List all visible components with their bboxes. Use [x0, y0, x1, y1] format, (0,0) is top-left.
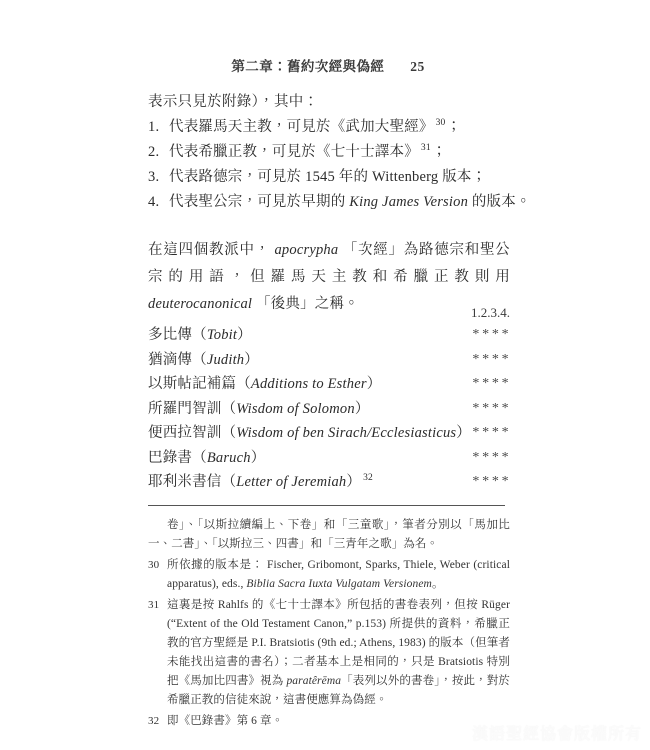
footnote-text-part-2: 。	[431, 578, 444, 590]
book-name	[148, 397, 471, 422]
mark-2: *	[482, 327, 490, 342]
footnote-text	[167, 596, 510, 710]
list-item-italic-title: King James Version	[349, 194, 469, 210]
mark-3: *	[491, 327, 499, 342]
book-name-close: ）	[354, 400, 370, 417]
list-item	[148, 115, 510, 140]
list-item-text: 代表路德宗，可見於 1545 年的	[169, 169, 372, 185]
book-name-latin: Wisdom of Solomon	[236, 400, 355, 417]
mark-4: *	[501, 376, 509, 391]
footnote-text	[167, 712, 510, 731]
mark-2: *	[482, 449, 490, 465]
mark-3: *	[491, 400, 499, 416]
mark-2: *	[482, 351, 490, 367]
footnote-text-part-1: 這裏是按 Rahlfs 的《七十士譯本》所包括的書卷表列，但按 Rüger (“Extent of the Old Testament Canon,” p.153) 所提供的資料，希臘正教的官方聖經是 P.I. Bratsiotis (9th ed.; Athens, 1983) 的版本（但筆者未能找出這書的書名）；二者基本上是相同的，只是 Bratsiotis 特別把《馬加比四書》視為	[167, 599, 510, 687]
book-name-close: ）	[456, 425, 471, 441]
footnote-30	[148, 556, 510, 594]
chapter-title: 第二章：舊約次經與偽經	[231, 59, 385, 74]
table-header-spacer	[148, 303, 471, 323]
table-row	[148, 372, 510, 397]
list-item-tail: 的版本。	[468, 194, 531, 210]
list-item-number: 2.	[148, 144, 160, 160]
table-row	[148, 421, 510, 446]
footnote-marker[interactable]: 30	[435, 118, 446, 129]
paragraph-italic-deuterocanonical: deuterocanonical	[148, 296, 253, 312]
list-item	[148, 140, 510, 165]
footnote-number: 30	[148, 559, 160, 571]
book-name-chinese: 所羅門智訓（	[148, 400, 237, 417]
list-item-number: 3.	[148, 169, 160, 185]
paragraph-part-2: 「次經」為路德宗和聖公宗的用語，但羅馬天主教和希臘正教則用	[148, 242, 511, 285]
book-name	[148, 323, 471, 348]
mark-1: *	[472, 425, 480, 440]
paragraph-part-3: 「後典」之稱。	[255, 296, 359, 312]
book-name-chinese: 巴錄書（	[148, 449, 207, 466]
book-name-close: ）	[237, 327, 252, 343]
mark-1: *	[472, 400, 480, 416]
page-number: 25	[410, 59, 425, 74]
book-name	[148, 348, 471, 373]
footnote-separator-rule	[148, 505, 505, 506]
book-name-latin: Letter of Jeremiah	[236, 474, 347, 490]
list-item-text: 代表希臘正教，可見於《七十士譯本》	[169, 144, 419, 160]
mark-4: *	[501, 449, 509, 465]
book-name	[148, 470, 471, 495]
mark-1: *	[472, 351, 480, 367]
mark-4: *	[501, 327, 509, 342]
mark-4: *	[501, 400, 509, 416]
book-name	[148, 446, 471, 471]
table-row	[148, 446, 510, 471]
footnote-number: 32	[148, 715, 160, 727]
paragraph-part-1: 在這四個教派中，	[148, 242, 271, 258]
list-item-tail: 版本；	[438, 169, 487, 185]
book-name-close: ）	[346, 474, 362, 490]
footnote-marker[interactable]: 31	[420, 143, 431, 154]
running-head	[148, 55, 508, 75]
footnote-31	[148, 596, 510, 710]
list-item-tail: ；	[431, 144, 447, 160]
footnote-text	[167, 556, 510, 594]
mark-1: *	[472, 327, 480, 342]
book-name-latin: Judith	[206, 351, 245, 368]
book-name-chinese: 多比傳（	[148, 327, 207, 343]
footnote-marker[interactable]: 32	[363, 473, 373, 484]
copyright-watermark: 漢語聖經協會版權所有	[471, 726, 642, 743]
mark-2: *	[482, 425, 490, 440]
list-item-text: 代表羅馬天主教，可見於《武加大聖經》	[169, 119, 434, 135]
enumerated-list	[148, 115, 531, 215]
table-row	[148, 470, 510, 495]
book-name-close: ）	[244, 351, 259, 368]
column-header-4: 4.	[500, 305, 510, 320]
table-row	[148, 348, 510, 373]
footnote-italic-term: paratêrēma	[286, 675, 342, 687]
mark-1: *	[472, 449, 480, 465]
column-header-2: 2.	[480, 305, 491, 320]
book-name	[148, 372, 471, 397]
column-header-3: 3.	[490, 305, 501, 320]
book-name-chinese: 以斯帖記補篇（	[148, 376, 251, 392]
mark-1: *	[472, 474, 480, 489]
book-name-latin: Additions to Esther	[250, 376, 367, 392]
footnotes-block	[148, 516, 510, 731]
list-item-text: 代表聖公宗，可見於早期的	[169, 194, 350, 210]
book-name-latin: Baruch	[206, 449, 251, 466]
list-item-number: 4.	[148, 194, 160, 210]
table-header-row	[148, 303, 510, 323]
mark-3: *	[491, 425, 499, 440]
book-name-latin: Tobit	[206, 327, 238, 343]
mark-2: *	[482, 400, 490, 416]
mark-4: *	[501, 474, 509, 489]
table-row	[148, 397, 510, 422]
footnote-text-part-1: 即《巴錄書》第 6 章。	[167, 715, 284, 727]
list-item-tail: ；	[446, 119, 462, 135]
footnote-text-part-1: 所依據的版本是： Fischer, Gribomont, Sparks, Thiele, Weber (critical apparatus), eds.,	[167, 559, 510, 590]
book-name-close: ）	[250, 449, 266, 466]
book-name-close: ）	[366, 376, 382, 392]
mark-2: *	[482, 376, 490, 391]
list-item-latin: Wittenberg	[371, 169, 439, 185]
book-name	[148, 421, 471, 446]
mark-4: *	[501, 425, 509, 440]
book-name-chinese: 猶滴傳（	[148, 351, 207, 368]
footnote-text-part-2: 「表列以外的書卷」，按此，對於希臘正教的信徒來說，這書便應算為偽經。	[167, 675, 510, 706]
list-item	[148, 165, 510, 190]
paragraph-italic-apocrypha: apocrypha	[274, 242, 339, 258]
canon-books-table	[148, 303, 510, 495]
book-name-chinese: 便西拉智訓（	[148, 425, 237, 441]
book-name-chinese: 耶利米書信（	[148, 474, 237, 490]
mark-3: *	[491, 351, 499, 367]
footnote-continuation: 卷」、「以斯拉續編上、下卷」和「三童歌」，筆者分別以「馬加比一、二書」、「以斯拉三、四書」和「三青年之歌」為名。	[148, 519, 510, 550]
mark-3: *	[491, 376, 499, 391]
mark-4: *	[501, 351, 509, 367]
list-item-number: 1.	[148, 119, 160, 135]
list-item	[148, 190, 531, 215]
book-name-latin: Wisdom of ben Sirach/Ecclesiasticus	[236, 425, 457, 441]
mark-2: *	[482, 474, 490, 489]
column-header-1: 1.	[470, 305, 481, 320]
footnote-32	[148, 712, 510, 731]
mark-3: *	[491, 474, 499, 489]
table-row	[148, 323, 510, 348]
mark-3: *	[491, 449, 499, 465]
footnote-italic-title: Biblia Sacra Iuxta Vulgatam Versionem	[246, 578, 432, 590]
lead-line: 表示只見於附錄），其中：	[148, 94, 319, 110]
body-text-block	[148, 90, 531, 333]
footnote-number: 31	[148, 599, 160, 611]
mark-1: *	[472, 376, 480, 391]
